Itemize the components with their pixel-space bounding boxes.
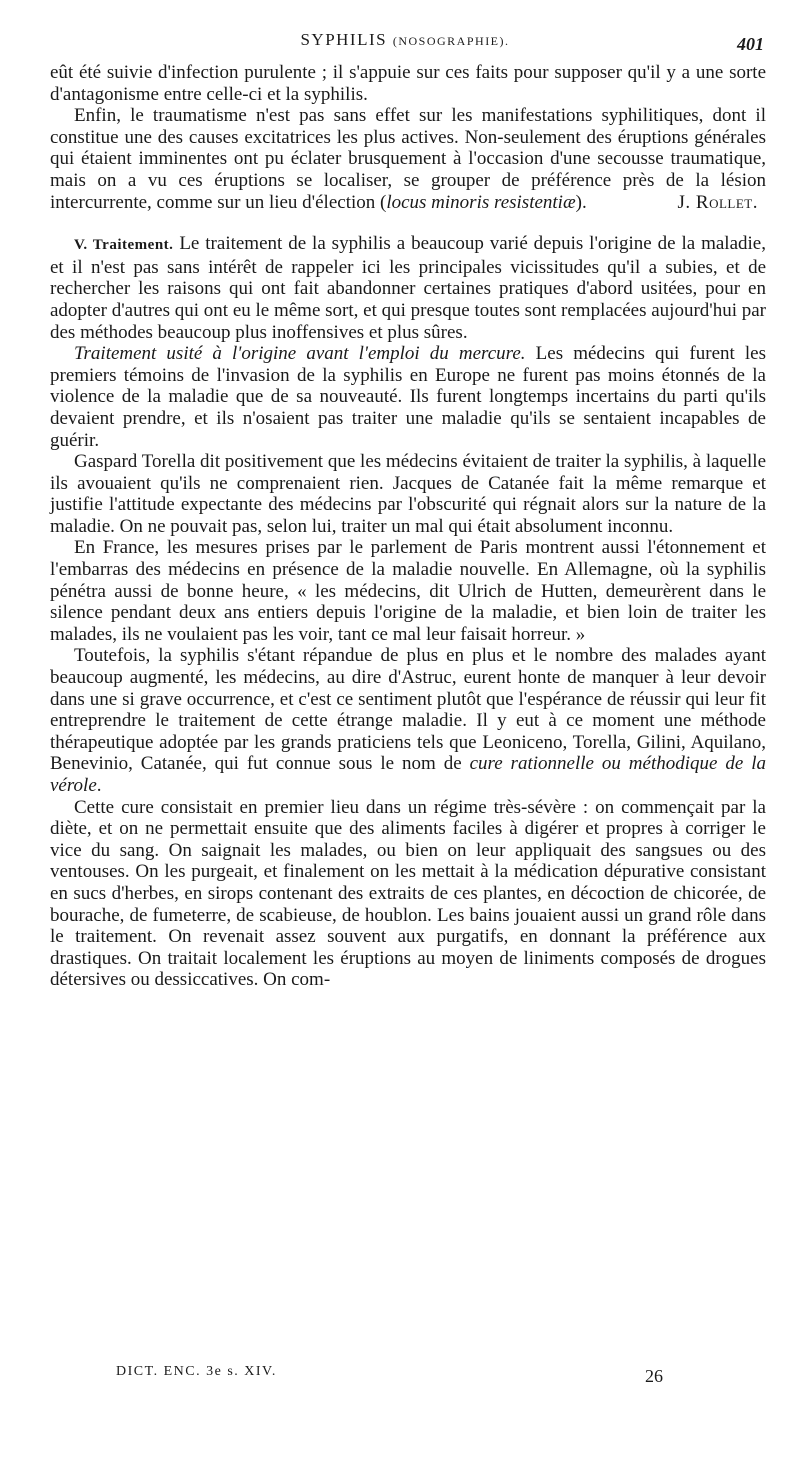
paragraph-origine-text: Les médecins qui furent les premiers témoins de l'invasion de la syphilis en Europe ne furent pas moins étonnés de la violence de la maladie que de sa nouveauté. Ils furent longtemps incertains du parti qu'ils devaient prendre, et ils n'osaient pas traiter une maladie qu'ils se sentaient incapables de guérir. — [50, 343, 766, 451]
paragraph-france: En France, les mesures prises par le parlement de Paris montrent aussi l'étonnement et l'embarras des médecins en présence de la maladie nouvelle. En Allemagne, où la syphilis pénétra aussi de bonne heure, « les médecins, dit Ulrich de Hutten, demeurèrent dans le silence pendant deux ans entiers depuis l'origine de la maladie, et bien loin de traiter les malades, ils ne voulaient pas les voir, tant ce mal leur faisait horreur. » — [50, 537, 766, 645]
paragraph-toutefois-tail: . — [96, 775, 102, 796]
author-signature: J. Rollet. — [677, 191, 758, 213]
paragraph-traumatisme-tail: ). — [575, 191, 587, 213]
section-heading: V. Traitement. — [74, 237, 174, 254]
paragraph-cure: Cette cure consistait en premier lieu dans un régime très-sévère : on commençait par la diète, et on ne permettait ensuite que des aliments faciles à digérer et propres à corriger le vice du sang. On saignait les malades, ou bien on leur appliquait des sangsues ou des ventouses. On les purgeait, et finalement on les mettait à la médication dépurative consistant en sucs d'herbes, en sirops contenant des extraits de ces plantes, en décoction de chicorée, de bourache, de fumeterre, de scabieuse, de houblon. Les bains jouaient aussi un grand rôle dans le traitement. On revenait assez souvent aux purgatifs, en donnant la préférence aux drastiques. On traitait localement les éruptions au moyen de liniments composés de drogues détersives ou dessiccatives. On com- — [50, 796, 766, 991]
paragraph-traitement — [50, 233, 766, 343]
paragraph-origine — [50, 343, 766, 451]
page-header — [0, 30, 800, 56]
page-number: 401 — [737, 34, 764, 54]
locus-italic: locus minoris resistentiæ — [386, 191, 576, 213]
body-text — [50, 62, 766, 991]
running-title — [240, 30, 570, 50]
paragraph-traumatisme-text: Enfin, le traumatisme n'est pas sans effet sur les manifestations syphilitiques, dont il constitue une des causes excitatrices les plus actives. Non-seulement des éruptions générales qui étaient imminentes ont pu éclater brusquement à l'occasion d'une secousse traumatique, mais on a vu ces éruptions se localiser, se grouper de préférence près de la lésion intercurrente, comme sur un lieu d'élection ( — [50, 105, 766, 213]
paragraph-toutefois-text: Toutefois, la syphilis s'étant répandue de plus en plus et le nombre des malades ayant beaucoup augmenté, les médecins, au dire d'Astruc, eurent honte de manquer à leur devoir dans une si grave occurrence, et c'est ce sentiment plutôt que l'espérance de réussir qui leur fit entreprendre le traitement de cette étrange maladie. Il y eut à ce moment une méthode thérapeutique adoptée par les grands praticiens tels que Leoniceno, Torella, Gilini, Aquilano, Benevinio, Catanée, qui fut connue sous le nom de — [50, 645, 766, 775]
paragraph-traitement-text: Le traitement de la syphilis a beaucoup varié depuis l'origine de la maladie, et il n'est pas sans intérêt de rappeler ici les principales vicissitudes qu'il a subies, et de rechercher les raisons qui ont fait abandonner certaines pratiques d'abord usitées, pour en adopter d'autres qui ont eu le même sort, et qui presque toutes sont remplacées aujourd'hui par des méthodes beaucoup plus inoffensives et plus sûres. — [50, 233, 766, 343]
running-title-sub: (NOSOGRAPHIE). — [392, 34, 510, 48]
paragraph-continuation: eût été suivie d'infection purulente ; il s'appuie sur ces faits pour supposer qu'il y a une sorte d'antagonisme entre celle-ci et la syphilis. — [50, 62, 766, 105]
cure-italic: cure rationnelle ou méthodique de la vérole — [50, 753, 766, 796]
subsection-heading: Traitement usité à l'origine avant l'emploi du mercure. — [74, 343, 526, 365]
footer-signature-mark: DICT. ENC. 3e s. XIV. — [116, 1364, 277, 1379]
paragraph-torella: Gaspard Torella dit positivement que les médecins évitaient de traiter la syphilis, à laquelle ils avouaient qu'ils ne comprenaient rien. Jacques de Catanée fait la même remarque et justifie l'attitude expectante des médecins par l'obscurité qui régnait alors sur la nature de la maladie. On ne pouvait pas, selon lui, traiter un mal qui était absolument inconnu. — [50, 451, 766, 537]
paragraph-traumatisme — [50, 105, 766, 213]
footer-sheet-number: 26 — [645, 1366, 663, 1386]
page-footer — [0, 1364, 800, 1394]
running-title-main: SYPHILIS — [300, 30, 388, 49]
paragraph-toutefois — [50, 645, 766, 796]
